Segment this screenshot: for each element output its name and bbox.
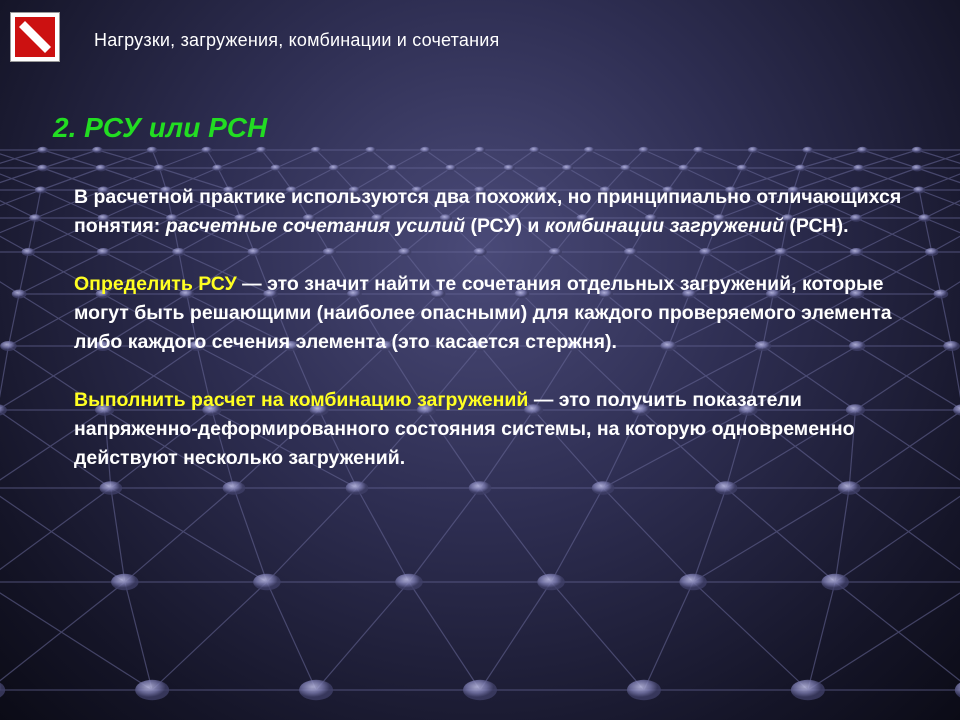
grid-node xyxy=(857,147,868,154)
grid-node xyxy=(223,481,246,495)
grid-node xyxy=(529,147,540,154)
grid-node xyxy=(537,574,565,591)
grid-node xyxy=(627,680,661,700)
grid-node xyxy=(838,481,861,495)
grid-node xyxy=(201,147,212,154)
grid-node xyxy=(29,214,42,222)
combination-highlight: Выполнить расчет на комбинацию загружений xyxy=(74,389,529,411)
grid-node xyxy=(620,165,631,172)
term-rsn: комбинации загружений xyxy=(544,215,785,237)
grid-node xyxy=(35,186,47,193)
combination-definition-text: — это получить показатели напряженно-деформированного состояния системы, на которую одновременно действуют несколько загружений. xyxy=(74,389,855,469)
grid-node xyxy=(253,574,281,591)
grid-node xyxy=(154,165,165,172)
grid-node xyxy=(346,481,369,495)
grid-node xyxy=(469,481,492,495)
grid-node xyxy=(953,404,960,415)
logo-icon xyxy=(10,12,60,62)
grid-node xyxy=(584,147,595,154)
grid-node xyxy=(912,147,923,154)
grid-node xyxy=(737,165,748,172)
grid-node xyxy=(592,481,615,495)
grid-node xyxy=(299,680,333,700)
paragraph-combination-definition xyxy=(74,386,924,473)
grid-node xyxy=(270,165,281,172)
grid-node xyxy=(95,165,106,172)
grid-node xyxy=(802,147,813,154)
grid-node xyxy=(135,680,169,700)
grid-node xyxy=(821,574,849,591)
rsu-definition-text: — это значит найти те сочетания отдельных загружений, которые могут быть решающими (наиболее опасными) для каждого проверяемого элемента либо каждого сечения элемента (это касается стержня). xyxy=(74,273,892,353)
paragraph-rsu-definition xyxy=(74,270,924,357)
grid-node xyxy=(503,165,514,172)
grid-node xyxy=(795,165,806,172)
grid-node xyxy=(256,147,267,154)
header-title: Нагрузки, загружения, комбинации и сочетания xyxy=(94,30,500,50)
grid-node xyxy=(100,481,123,495)
intro-text-end: (РСН). xyxy=(784,215,849,237)
grid-node xyxy=(311,147,322,154)
content-body xyxy=(74,183,924,473)
grid-node xyxy=(147,147,158,154)
grid-node xyxy=(933,290,948,299)
grid-node xyxy=(955,680,960,700)
grid-node xyxy=(475,147,486,154)
grid-node xyxy=(943,341,960,351)
grid-node xyxy=(638,147,649,154)
rsu-highlight: Определить РСУ xyxy=(74,273,237,295)
grid-node xyxy=(853,165,864,172)
grid-node xyxy=(37,147,48,154)
grid-node xyxy=(911,165,922,172)
grid-node xyxy=(925,248,938,256)
grid-node xyxy=(37,165,48,172)
grid-node xyxy=(111,574,139,591)
grid-node xyxy=(562,165,573,172)
grid-node xyxy=(212,165,223,172)
grid-node xyxy=(420,147,431,154)
term-rsu: расчетные сочетания усилий xyxy=(165,215,466,237)
grid-node xyxy=(715,481,738,495)
grid-node xyxy=(463,680,497,700)
intro-text-start: В расчетной практике используются два похожих, но принципиально отличающихся понятия: xyxy=(74,186,902,237)
intro-text-mid: (РСУ) и xyxy=(465,215,545,237)
grid-node xyxy=(329,165,340,172)
grid-node xyxy=(0,341,17,351)
grid-node xyxy=(12,290,27,299)
grid-node xyxy=(445,165,456,172)
grid-node xyxy=(22,248,35,256)
grid-node xyxy=(0,680,5,700)
grid-node xyxy=(678,165,689,172)
paragraph-intro xyxy=(74,183,924,241)
section-title: 2. РСУ или РСН xyxy=(53,112,268,143)
grid-node xyxy=(395,574,423,591)
grid-node xyxy=(791,680,825,700)
grid-node xyxy=(679,574,707,591)
grid-node xyxy=(387,165,398,172)
grid-node xyxy=(693,147,704,154)
grid-node xyxy=(748,147,759,154)
grid-node xyxy=(92,147,103,154)
grid-node xyxy=(0,404,7,415)
grid-node xyxy=(365,147,376,154)
